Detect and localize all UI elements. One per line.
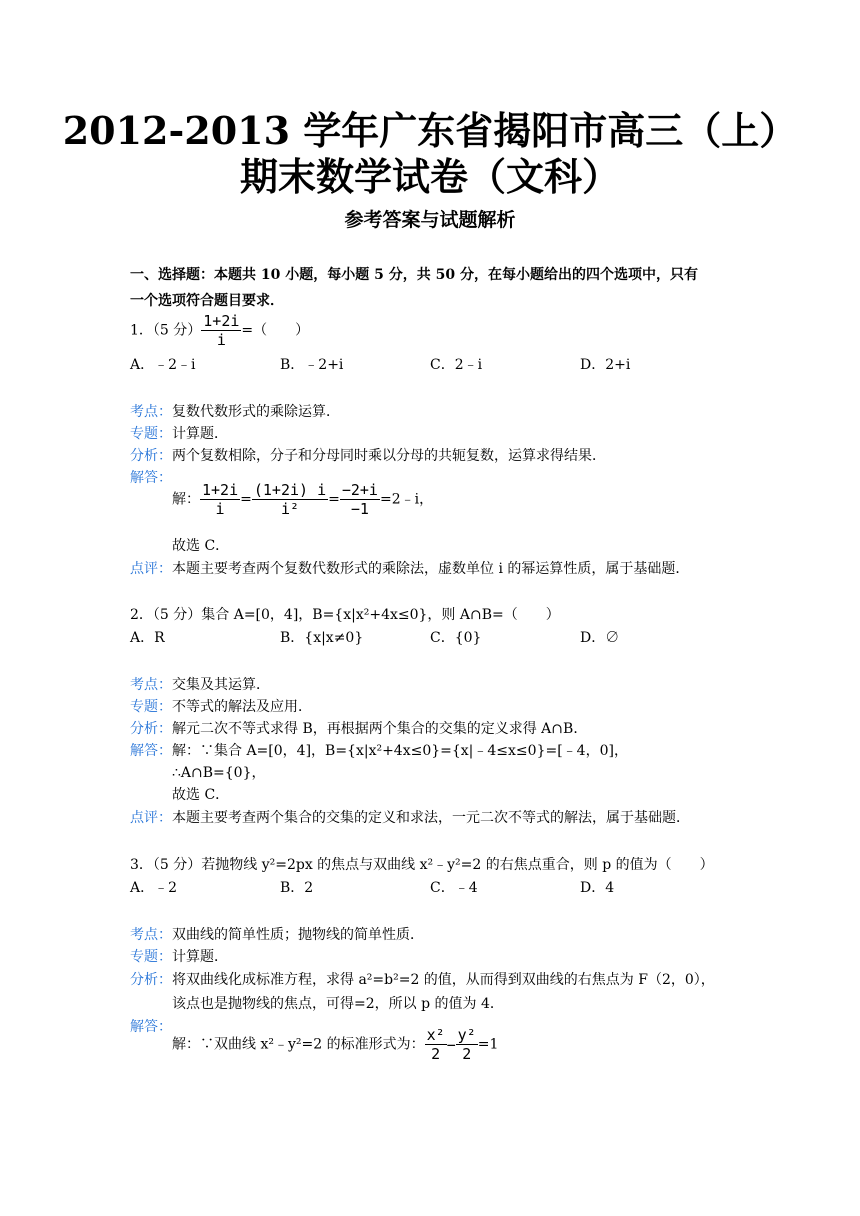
q3-sol-minus: − bbox=[446, 1035, 456, 1054]
q1-kaodian-text: 复数代数形式的乘除运算． bbox=[172, 404, 340, 420]
q3-fenxi-line2: 该点也是抛物线的焦点，可得=2，所以 p 的值为 4． bbox=[172, 996, 504, 1012]
q1-fenxi bbox=[130, 447, 606, 465]
q1-sol-frac3 bbox=[340, 481, 380, 518]
q1-stem-fraction bbox=[201, 312, 241, 349]
q1-option-d: D．2+i bbox=[580, 357, 631, 373]
page-title-line2: 期末数学试卷（文科） bbox=[239, 154, 620, 199]
q1-sol-frac2 bbox=[252, 481, 328, 518]
q1-frac-num: 1+2i bbox=[203, 312, 240, 330]
jieda-label: 解答： bbox=[130, 743, 172, 759]
q1-sol-frac1-den: i bbox=[215, 500, 225, 518]
q1-sol-frac3-den: −1 bbox=[350, 500, 369, 518]
kaodian-label: 考点： bbox=[130, 927, 172, 943]
zhuanti-label: 专题： bbox=[130, 426, 172, 442]
fenxi-label: 分析： bbox=[130, 721, 172, 737]
q1-zhuanti-text: 计算题． bbox=[172, 426, 228, 442]
q3-kaodian bbox=[130, 926, 424, 944]
fenxi-label: 分析： bbox=[130, 448, 172, 464]
q1-dianping-text: 本题主要考查两个复数代数形式的乘除法，虚数单位 i 的幂运算性质，属于基础题． bbox=[172, 561, 690, 577]
q2-option-d: D．∅ bbox=[580, 630, 620, 646]
q2-jieda bbox=[130, 742, 628, 760]
q2-dianping-text: 本题主要考查两个集合的交集的定义和求法，一元二次不等式的解法，属于基础题． bbox=[172, 810, 690, 826]
q1-solution: 解： $\frac{1+2i}{i}$ = $\frac{(1+2i) i}{\text{i²}}$ = $\frac{-2+i}{-1}$ =2﹣i， bbox=[172, 481, 434, 518]
q2-option-b: B．{x|x≠0} bbox=[280, 630, 364, 646]
q3-fenxi bbox=[130, 971, 715, 989]
dianping-label: 点评： bbox=[130, 561, 172, 577]
zhuanti-label: 专题： bbox=[130, 949, 172, 965]
q3-option-a: A．﹣2 bbox=[130, 880, 178, 896]
q3-sol-frac1-den: 2 bbox=[431, 1045, 441, 1063]
q1-jieda-label: 解答： bbox=[130, 470, 172, 486]
q3-sol-frac2 bbox=[456, 1026, 478, 1063]
q2-option-c: C．{0} bbox=[430, 630, 482, 646]
q2-stem: 2．（5 分）集合 A=[0，4]，B={x|x²+4x≤0}，则 A∩B=（ ） bbox=[130, 607, 560, 623]
q1-sol-frac1-num: 1+2i bbox=[202, 481, 239, 499]
q2-kaodian-text: 交集及其运算． bbox=[172, 677, 270, 693]
q2-dianping bbox=[130, 809, 690, 827]
q1-stem-prefix: 1．（5 分） bbox=[130, 322, 202, 339]
dianping-label: 点评： bbox=[130, 810, 172, 826]
q3-sol-frac2-den: 2 bbox=[462, 1045, 472, 1063]
q1-fenxi-text: 两个复数相除，分子和分母同时乘以分母的共轭复数，运算求得结果． bbox=[172, 448, 606, 464]
q3-option-b: B．2 bbox=[280, 880, 314, 896]
q1-option-a: A．﹣2﹣i bbox=[130, 357, 196, 373]
q1-zhuanti bbox=[130, 425, 228, 443]
q1-stem bbox=[130, 312, 309, 349]
q1-sol-prefix: 解： bbox=[172, 491, 200, 508]
q3-jieda-label: 解答： bbox=[130, 1019, 172, 1035]
q3-option-d: D．4 bbox=[580, 880, 615, 896]
page-subtitle: 参考答案与试题解析 bbox=[344, 209, 516, 231]
q1-sol-frac1 bbox=[200, 481, 240, 518]
section-heading-line2: 一个选项符合题目要求． bbox=[130, 293, 284, 309]
q3-solution bbox=[172, 1026, 498, 1063]
q3-option-c: C．﹣4 bbox=[430, 880, 478, 896]
q1-sol-frac3-num: −2+i bbox=[341, 481, 378, 499]
q3-sol-frac1 bbox=[425, 1026, 447, 1063]
q3-sol-prefix: 解：∵双曲线 x²﹣y²=2 的标准形式为： bbox=[172, 1036, 425, 1053]
q2-sol-line3: 故选 C． bbox=[172, 787, 230, 803]
section-heading-line1: 一、选择题：本题共 10 小题，每小题 5 分，共 50 分，在每小题给出的四个选项中，只有 bbox=[130, 267, 698, 283]
q3-stem: 3．（5 分）若抛物线 y²=2px 的焦点与双曲线 x²﹣y²=2 的右焦点重合，则 p 的值为（ ） bbox=[130, 857, 714, 873]
q3-fenxi-line1: 将双曲线化成标准方程，求得 a²=b²=2 的值，从而得到双曲线的右焦点为 F（2，0）， bbox=[172, 972, 715, 988]
q3-zhuanti bbox=[130, 948, 228, 966]
q3-sol-suffix: =1 bbox=[477, 1036, 499, 1053]
q1-stem-suffix: =（ ） bbox=[241, 322, 310, 339]
q3-zhuanti-text: 计算题． bbox=[172, 949, 228, 965]
zhuanti-label: 专题： bbox=[130, 699, 172, 715]
q2-option-a: A．R bbox=[130, 630, 165, 646]
q1-kaodian bbox=[130, 403, 340, 421]
q1-frac-den: i bbox=[216, 331, 226, 349]
q2-zhuanti bbox=[130, 698, 312, 716]
q3-sol-frac2-num: y² bbox=[457, 1026, 476, 1044]
fenxi-label: 分析： bbox=[130, 972, 172, 988]
q1-dianping bbox=[130, 560, 689, 578]
q1-sol-frac2-num: (1+2i) i bbox=[253, 481, 327, 499]
kaodian-label: 考点： bbox=[130, 677, 172, 693]
q1-sol-suffix: =2﹣i， bbox=[379, 491, 434, 508]
section-heading bbox=[130, 262, 730, 314]
q2-fenxi bbox=[130, 720, 587, 738]
q3-kaodian-text: 双曲线的简单性质；抛物线的简单性质． bbox=[172, 927, 424, 943]
q1-option-c: C．2﹣i bbox=[430, 357, 483, 373]
page-title-line1: 2012-2013 学年广东省揭阳市高三（上） bbox=[62, 108, 798, 153]
q2-sol-line1: 解：∵集合 A=[0，4]，B={x|x²+4x≤0}={x|﹣4≤x≤0}=[﹣4，0]， bbox=[172, 743, 628, 759]
q2-fenxi-text: 解元二次不等式求得 B，再根据两个集合的交集的定义求得 A∩B． bbox=[172, 721, 588, 737]
q3-sol-frac1-num: x² bbox=[426, 1026, 445, 1044]
q2-zhuanti-text: 不等式的解法及应用． bbox=[172, 699, 312, 715]
q1-sol-frac2-den: i² bbox=[280, 500, 300, 518]
q1-sol-choice: 故选 C． bbox=[172, 538, 230, 554]
kaodian-label: 考点： bbox=[130, 404, 172, 420]
q2-sol-line2: ∴A∩B={0}， bbox=[172, 765, 266, 781]
q2-kaodian bbox=[130, 676, 270, 694]
q1-option-b: B．﹣2+i bbox=[280, 357, 344, 373]
